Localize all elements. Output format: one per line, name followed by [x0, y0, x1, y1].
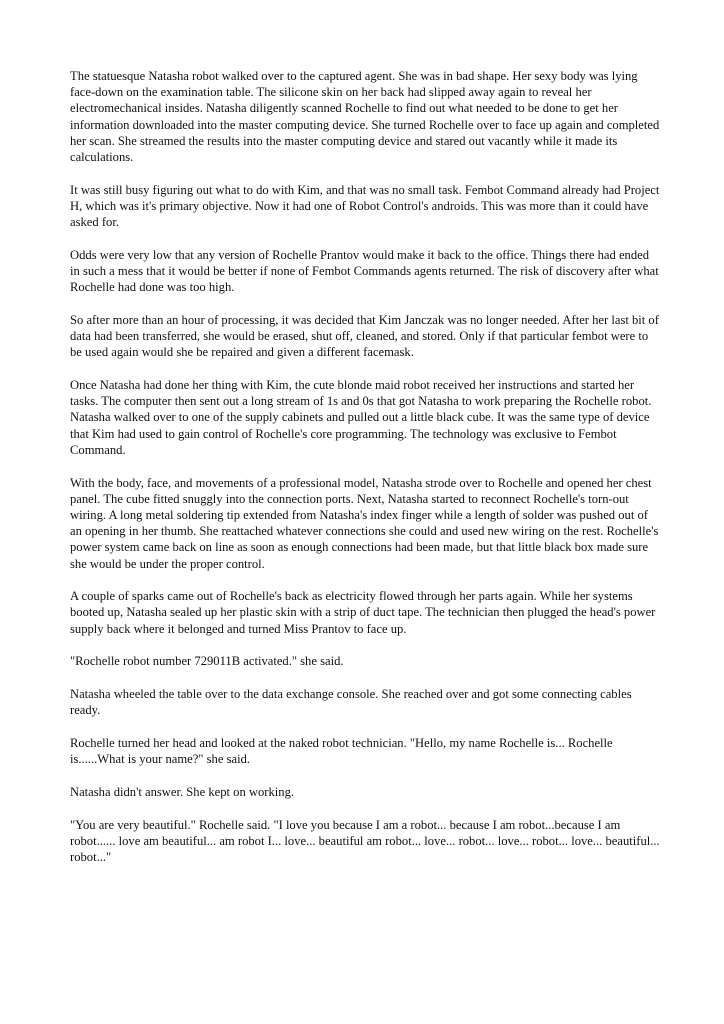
paragraph-12: "You are very beautiful." Rochelle said. "I love you because I am a robot... because I am robot...because I am robot...... love am beautiful... am robot I... love... beautiful am robot... love... robot... love... robot... love... beautiful... robot..."	[70, 817, 660, 865]
paragraph-9: Natasha wheeled the table over to the data exchange console. She reached over and got some connecting cables ready.	[70, 687, 632, 718]
paragraph-6: With the body, face, and movements of a professional model, Natasha strode over to Rochelle and opened her chest panel. The cube fitted snuggly into the connection ports. Next, Natasha started to reconnect Rochelle's torn-out wiring. A long metal soldering tip extended from Natasha's index finger while a length of solder was pushed out of an opening in her thumb. She reattached whatever connections she could and used new wiring on the rest. Rochelle's power system came back on line as soon as enough connections had been made, but that little black box made sure she would be under the proper control.	[70, 475, 659, 571]
paragraph-3: Odds were very low that any version of Rochelle Prantov would make it back to the office. Things there had ended in such a mess that it would be better if none of Fembot Commands agents returned. The risk of discovery after what Rochelle had done was too high.	[70, 247, 659, 295]
paragraph-2: It was still busy figuring out what to do with Kim, and that was no small task. Fembot Command already had Project H, which was it's primary objective. Now it had one of Robot Control's androids. This was more than it could have asked for.	[70, 182, 660, 230]
paragraph-11: Natasha didn't answer. She kept on working.	[70, 784, 295, 799]
paragraph-7: A couple of sparks came out of Rochelle's back as electricity flowed through her parts again. While her systems booted up, Natasha sealed up her plastic skin with a strip of duct tape. The technician then plugged the head's power supply back where it belonged and turned Miss Prantov to face up.	[70, 589, 656, 636]
paragraph-8: "Rochelle robot number 729011B activated." she said.	[70, 654, 344, 669]
paragraph-5: Once Natasha had done her thing with Kim, the cute blonde maid robot received her instructions and started her tasks. The computer then sent out a long stream of 1s and 0s that got Natasha to work preparing the Rochelle robot. Natasha walked over to one of the supply cabinets and pulled out a little black cube. It was the same type of device that Kim had used to gain control of Rochelle's core programming. The technology was exclusive to Fembot Command.	[70, 378, 652, 457]
document-body	[70, 68, 660, 882]
paragraph-10: Rochelle turned her head and looked at the naked robot technician. "Hello, my name Rochelle is... Rochelle is......What is your name?" she said.	[70, 736, 613, 767]
paragraph-1: The statuesque Natasha robot walked over to the captured agent. She was in bad shape. Her sexy body was lying face-down on the examination table. The silicone skin on her back had slipped away again to reveal her electromechanical insides. Natasha diligently scanned Rochelle to find out what needed to be done to get her information downloaded into the master computing device. She turned Rochelle over to face up again and completed her scan. She streamed the results into the master computing device and stared out vacantly while it made its calculations.	[70, 69, 660, 165]
paragraph-4: So after more than an hour of processing, it was decided that Kim Janczak was no longer needed. After her last bit of data had been transferred, she would be erased, shut off, cleaned, and stored. Only if that particular fembot were to be used again would she be repaired and given a different facemask.	[70, 312, 659, 360]
